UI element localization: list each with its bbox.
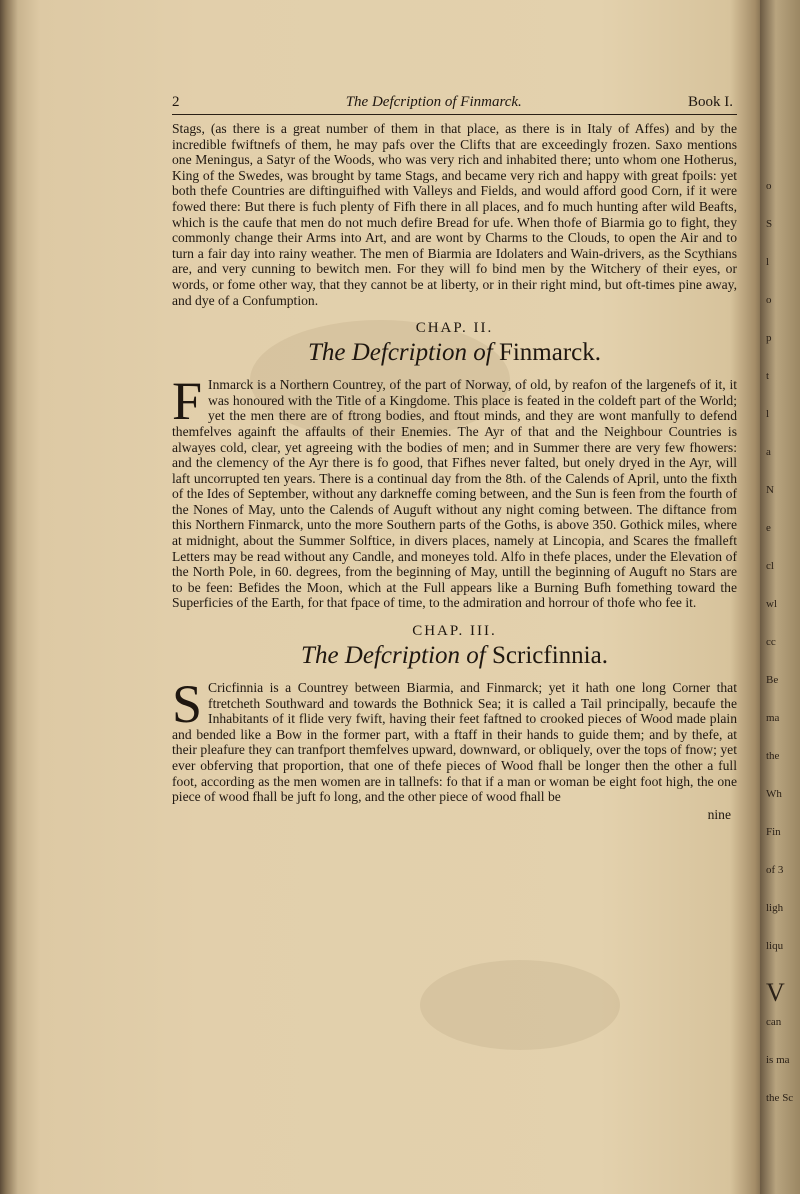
adjacent-page-fragment: ligh — [766, 902, 784, 914]
running-title: The Defcription of Finmarck. — [345, 94, 522, 110]
adjacent-page-fragment: the — [766, 750, 780, 762]
adjacent-page-fragment: Fin — [766, 826, 781, 838]
book-label: Book I. — [688, 94, 733, 110]
chapter-body — [172, 371, 737, 611]
adjacent-page-fragment: l — [766, 256, 770, 268]
adjacent-page-fragment: Be — [766, 674, 779, 686]
running-header — [172, 90, 737, 115]
chapter-title — [172, 339, 737, 367]
adjacent-page-fragment: e — [766, 522, 771, 534]
adjacent-page-fragment: o — [766, 180, 772, 192]
chapter-heading: CHAP. III. — [412, 623, 497, 640]
adjacent-page-fragment: ma — [766, 712, 780, 724]
adjacent-page-edge — [760, 0, 800, 1194]
adjacent-page-fragment: the Sc — [766, 1092, 794, 1104]
chapter-body — [172, 674, 737, 805]
adjacent-page-fragment: wl — [766, 598, 777, 610]
page-number: 2 — [172, 94, 180, 110]
chapter-text: Inmarck is a Northern Countrey, of the part of Norway, of old, by reafon of the largenefs of it, it was honoured with the Title of a Kingdome. This place is feated in the coldeft part of the World; yet the men there are of ftrong bodies, and ftout minds, and they are wont manfully to defend themfelves againft the affaults of their Enemies. The Ayr of that and the Neighbour Countries is alwayes cold, clear, yet agreeing with the bodies of men; and in Summer there are very few fhowers: and the clemency of the Ayr there is fo good, that Fifhes never falted, but onely dryed in the Ayr, will laft uncorrupted ten years. There is a continual day from the 8th. of the Calends of April, unto the fixth of the Ides of September, without any darkneffe coming between, and the Sun is feen from the fourth of the Nones of May, unto the Calends of Auguft without any night coming between. The diftance from this Northern Finmarck, unto the more Southern parts of the Goths, is above 350. Gothick miles, where at midnight, about the Summer Solftice, in divers places, namely at Lincopia, and Scares the fmalleft Letters may be read without any Candle, and moneyes told. Alfo in thefe places, under the Elevation of the North Pole, in 60. degrees, from the beginning of May, untill the beginning of Auguft no Stars are to be feen: Befides the Moon, which at the Full appears like a Burning Bufh fomething toward the Superficies of the Earth, for that fpace of time, to the admiration and horrour of thofe who fee it. — [172, 377, 737, 611]
adjacent-page-fragment: N — [766, 484, 774, 496]
adjacent-page-fragment: can — [766, 1016, 782, 1028]
paragraph-continued: Stags, (as there is a great number of them in that place, as there is in Italy of Affes) and by the incredible fwiftnefs of them, he may pafs over the Clifts that are exceedingly frozen. Saxo mentions one Meningus, a Satyr of the Woods, who was very rich and inhabited there; unto whom one Hotherus, King of the Swedes, was brought by tame Stags, and became very rich and happy with great fpoils: yet both thefe Countries are diftinguifhed with Valleys and Fields, and would afford good Corn, if it were fowed there: But there is fuch plenty of Fifh there in all places, and fo much hunting after wild Beafts, which is the caufe that men do not much defire Bread for ufe. When thofe of Biarmia go to fight, they commonly change their Arms into Art, and are wont by Charms to the Clouds, to open the Air and to turn a fair day into rainy weather. The men of Biarmia are Idolaters and Wain-drivers, as the Scythians are, and very cunning to bewitch men. For they will fo bind men by the Witchery of their eyes, or words, or fome other way, that they cannot be at liberty, or in their right mind, but oft-times pine away, and dye of a Confumption. — [172, 121, 737, 308]
drop-cap: S — [172, 674, 203, 735]
adjacent-page-fragment: Wh — [766, 788, 782, 800]
adjacent-page-fragment: o — [766, 294, 772, 306]
adjacent-page-fragment: a — [766, 446, 771, 458]
page-content — [172, 90, 737, 823]
chapter-title-roman: Scricfinnia. — [492, 642, 608, 670]
chapter-heading: CHAP. II. — [415, 320, 494, 337]
catchword: nine — [707, 806, 731, 822]
chapter-title — [172, 642, 737, 670]
adjacent-page-fragment: is ma — [766, 1054, 790, 1066]
chapter-text: Cricfinnia is a Countrey between Biarmia, and Finmarck; yet it hath one long Corner that ftretcheth Southward and towards the Bothnick Sea; it is called a Tail principally, becaufe the Inhabitants of it flide very fwift, having their feet faftned to crooked pieces of Wood made plain and bended like a Bow in the former part, with a ftaff in their hands to guide them; and by thefe, at their pleafure they can tranfport themfelves upward, downward, or obliquely, over the tops of fnow; yet ever obferving that proportion, that one of thefe pieces of Wood fhall be longer then the other a full foot, according as the men women are in tallnefs: fo that if a man or woman be eight foot high, the one piece of wood fhall be juft fo long, and the other piece of wood fhall be — [172, 680, 737, 805]
paper-stain — [420, 960, 620, 1050]
adjacent-page-fragment: t — [766, 370, 770, 382]
adjacent-page-fragment: V — [766, 978, 785, 1007]
adjacent-page-fragment: cl — [766, 560, 774, 572]
drop-cap: F — [172, 371, 203, 432]
adjacent-page-fragment: of 3 — [766, 864, 784, 876]
chapter-title-italic: The Defcription of — [301, 642, 486, 670]
chapter-title-italic: The Defcription of — [307, 339, 493, 367]
adjacent-page-fragment: S — [766, 218, 773, 230]
adjacent-page-fragment: p — [766, 332, 772, 344]
adjacent-page-fragment: liqu — [766, 940, 784, 952]
adjacent-page-fragment: cc — [766, 636, 776, 648]
chapter-title-roman: Finmarck. — [498, 339, 602, 367]
adjacent-page-fragment: l — [766, 408, 770, 420]
